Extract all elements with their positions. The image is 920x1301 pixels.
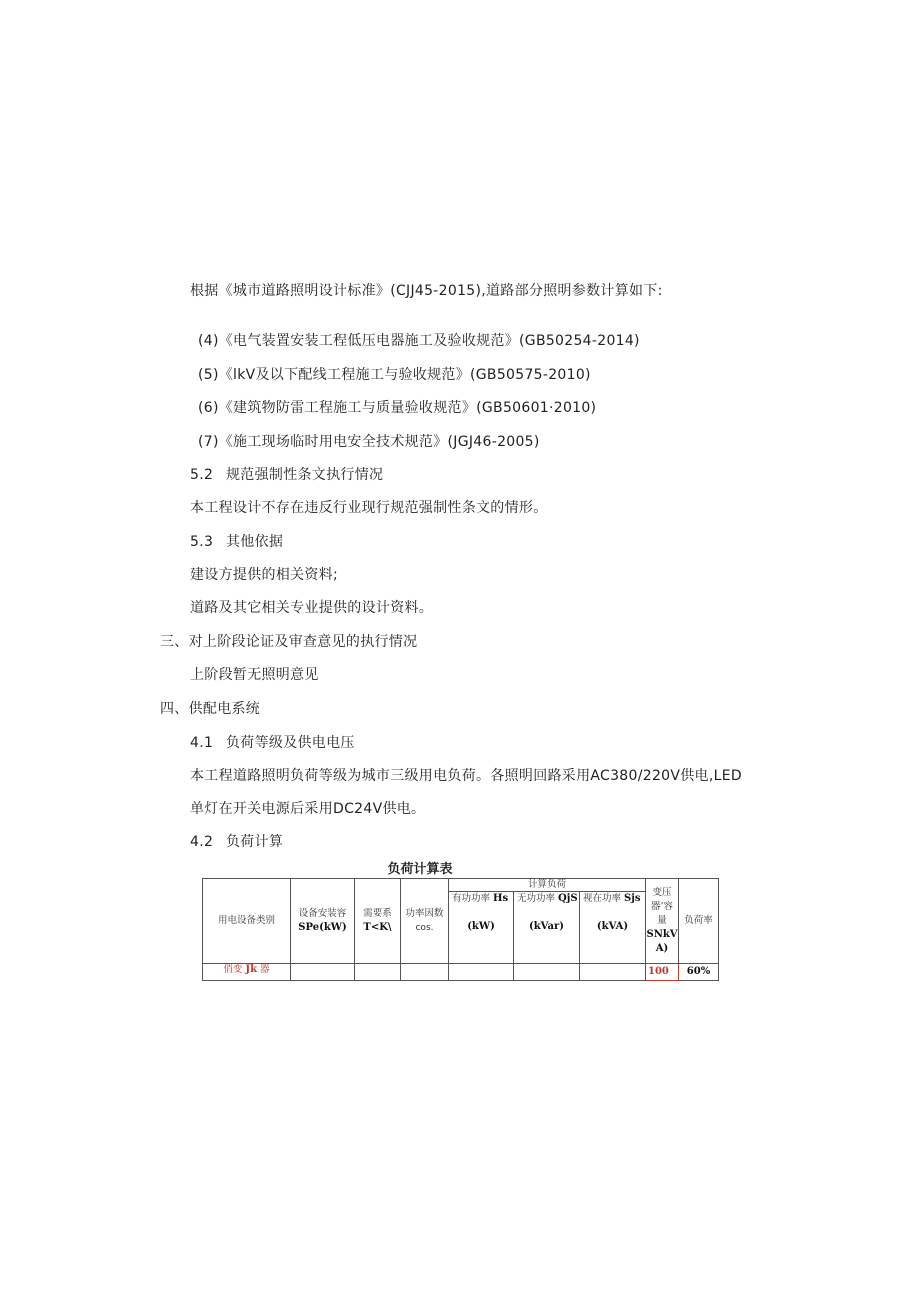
reference-6: (6)《建筑物防雷工程施工与质量验收规范》(GB50601·2010)	[198, 400, 597, 416]
row-transformer-capacity: 100	[646, 964, 679, 981]
section-title: 负荷计算	[226, 834, 284, 850]
row-active-power	[449, 964, 514, 981]
header-active-power: 有功功率 Hs (kW)	[449, 892, 514, 964]
load-calculation-table	[202, 878, 719, 981]
section-4-1-body-2: 单灯在开关电源后采用DC24V供电。	[190, 801, 426, 817]
header-power-factor: 功率因数 cos.	[401, 879, 449, 964]
reference-7: (7)《施工现场临时用电安全技术规范》(JGJ46-2005)	[198, 434, 540, 450]
row-apparent-power	[580, 964, 646, 981]
section-number: 5.2	[190, 467, 214, 483]
row-demand-factor	[355, 964, 401, 981]
section-number: 4.1	[190, 735, 214, 751]
row-install-capacity	[291, 964, 355, 981]
reference-5: (5)《lkV及以下配线工程施工与验收规范》(GB50575-2010)	[198, 367, 591, 383]
header-transformer-capacity: 变压 器’容 量 SNkV A)	[646, 879, 679, 964]
header-apparent-power: 视在功率 Sjs (kVA)	[580, 892, 646, 964]
section-5-3-body-2: 道路及其它相关专业提供的设计资料。	[190, 600, 434, 616]
section-4-1-body-1: 本工程道路照明负荷等级为城市三级用电负荷。各照明回路采用AC380/220V供电,LED	[190, 768, 742, 784]
section-title: 其他依据	[226, 534, 284, 550]
section-number: 4.2	[190, 834, 214, 850]
header-load-rate: 负荷率	[679, 879, 719, 964]
header-category: 用电设备类别	[203, 879, 291, 964]
row-category: 俏变 Jk 器	[203, 964, 291, 981]
section-title: 规范强制性条文执行情况	[226, 467, 384, 483]
section-5-2-heading	[190, 465, 383, 485]
section-5-3-heading	[190, 532, 283, 552]
chapter-4-heading: 四、供配电系统	[160, 701, 261, 717]
section-title: 负荷等级及供电电压	[226, 735, 355, 751]
intro-paragraph: 根据《城市道路照明设计标准》(CJJ45-2015),道路部分照明参数计算如下:	[190, 283, 663, 299]
section-number: 5.3	[190, 534, 214, 550]
row-power-factor	[401, 964, 449, 981]
header-calculated-load: 计算负荷	[449, 879, 646, 892]
chapter-3-body: 上阶段暂无照明意见	[190, 667, 319, 683]
chapter-3-heading: 三、对上阶段论证及审查意见的执行情况	[160, 634, 418, 650]
row-load-rate: 60%	[679, 964, 719, 981]
section-4-2-heading	[190, 832, 283, 852]
section-5-2-body: 本工程设计不存在违反行业现行规范强制性条文的情形。	[190, 500, 548, 516]
section-4-1-heading	[190, 733, 355, 753]
section-5-3-body-1: 建设方提供的相关资料;	[190, 567, 339, 583]
header-install-capacity: 设备安装容 SPe(kW)	[291, 879, 355, 964]
table-row	[203, 964, 719, 981]
reference-4: (4)《电气装置安装工程低压电器施工及验收规范》(GB50254-2014)	[198, 333, 640, 349]
table-title: 负荷计算表	[387, 862, 453, 877]
header-demand-factor: 需要系 T<K\	[355, 879, 401, 964]
header-reactive-power: 无功功率 QjS (kVar)	[514, 892, 580, 964]
row-reactive-power	[514, 964, 580, 981]
